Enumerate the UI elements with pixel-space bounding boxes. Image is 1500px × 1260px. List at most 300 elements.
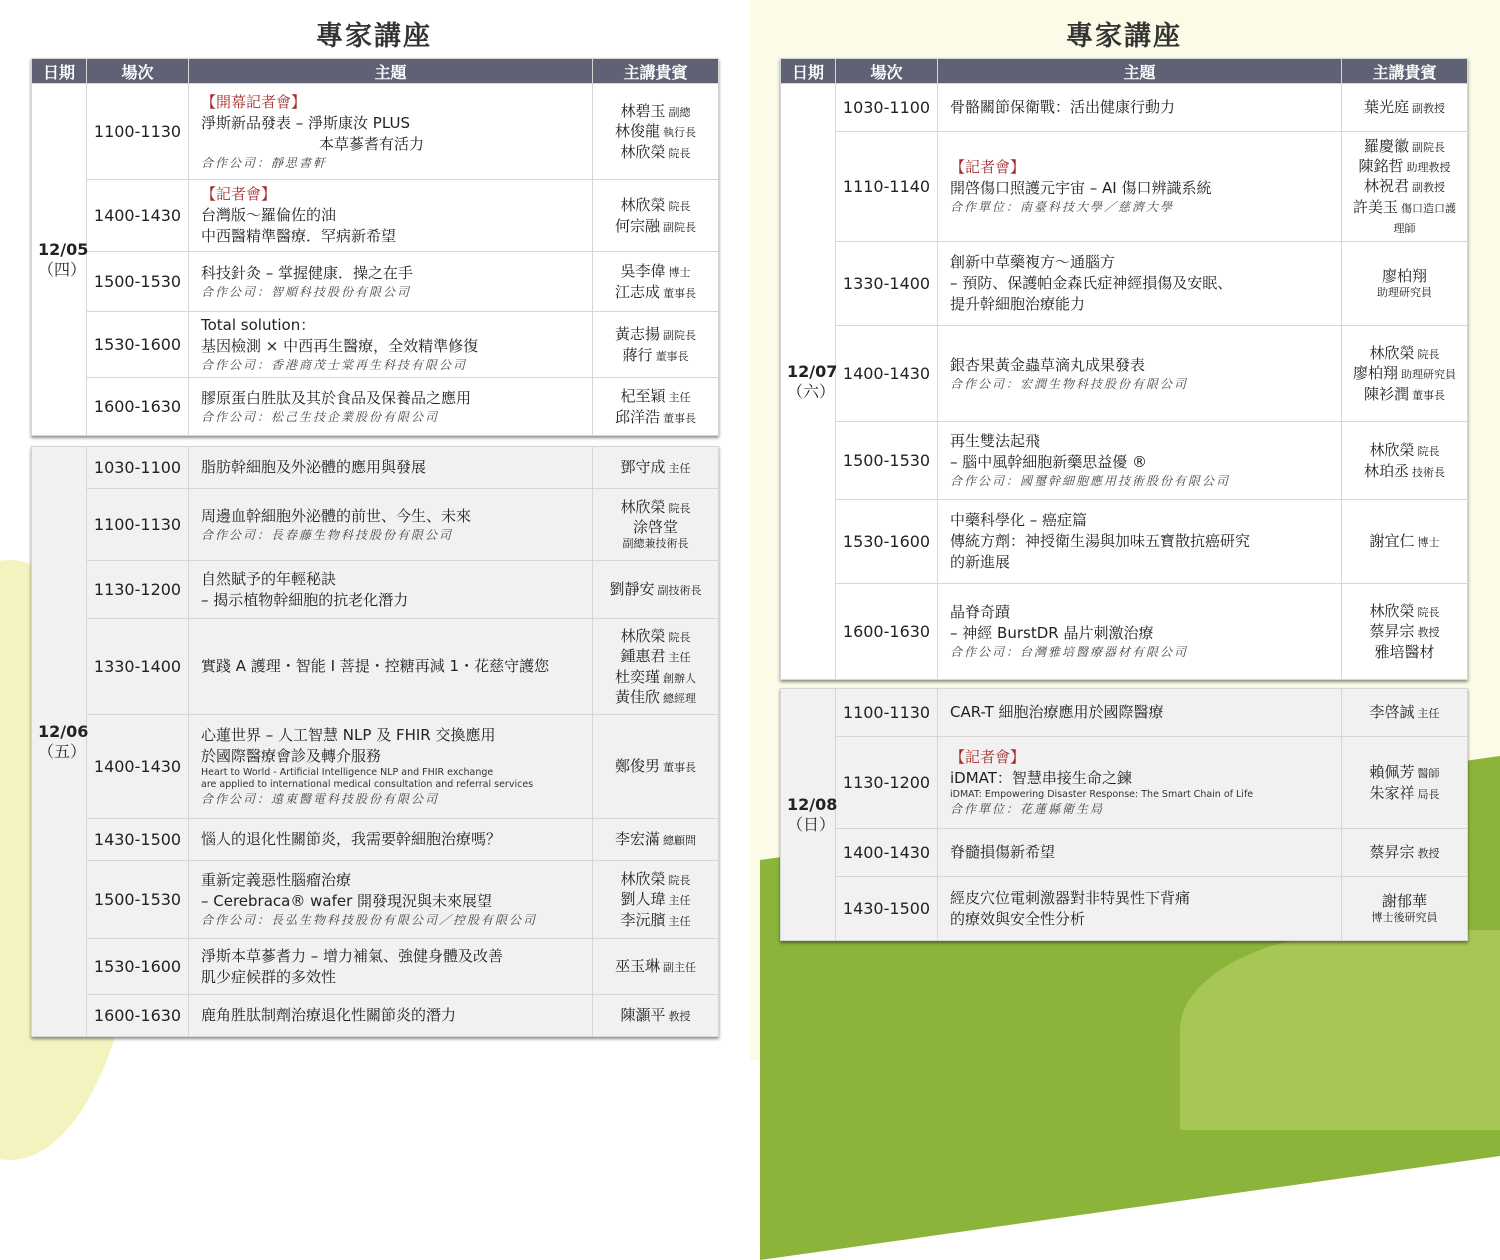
topic-line: 創新中草藥複方～通腦方 bbox=[950, 253, 1116, 271]
speaker-name: 涂啓堂 bbox=[632, 518, 678, 537]
topic-cell bbox=[189, 378, 593, 436]
speaker-role: 副教授 bbox=[1412, 102, 1445, 116]
speaker-role: 助理研究員 bbox=[1377, 286, 1432, 300]
speaker-role: 副總兼技術長 bbox=[622, 537, 689, 551]
schedule-table-1205 bbox=[31, 58, 719, 436]
partner-company: 合作單位：南臺科技大學／慈濟大學 bbox=[950, 200, 1175, 215]
topic-line: 晶脊奇蹟 bbox=[950, 603, 1011, 622]
speaker-name: 林欣榮 bbox=[1369, 602, 1415, 621]
speaker bbox=[599, 195, 712, 215]
date-cell bbox=[32, 84, 87, 436]
session-time: 1600-1630 bbox=[836, 584, 938, 680]
session-time: 1530-1600 bbox=[87, 312, 189, 378]
speaker-name: 林欣榮 bbox=[1369, 344, 1415, 363]
date-cell bbox=[781, 689, 836, 941]
speaker-cell bbox=[593, 939, 719, 995]
weekday-label: （五） bbox=[38, 741, 87, 761]
partner-company: 合作公司：台灣雅培醫療器材有限公司 bbox=[950, 645, 1189, 660]
session-row bbox=[781, 584, 1468, 680]
speaker-role: 副院長 bbox=[1412, 140, 1445, 154]
session-row bbox=[32, 84, 719, 180]
speaker-cell bbox=[1342, 84, 1468, 132]
speaker-name: 李啓誠 bbox=[1369, 703, 1415, 722]
topic-line: 於國際醫療會診及轉介服務 bbox=[201, 747, 382, 766]
topic-line: 科技針灸 – 掌握健康．操之在手 bbox=[201, 263, 414, 282]
topic-line: 中西醫精準醫療．罕病新希望 bbox=[201, 227, 397, 245]
speaker bbox=[1348, 266, 1461, 286]
speaker-name: 陳衫潤 bbox=[1363, 384, 1409, 403]
partner-company: 合作公司：松己生技企業股份有限公司 bbox=[201, 409, 440, 424]
speaker bbox=[1348, 136, 1461, 156]
speaker-name: 蔡昇宗 bbox=[1369, 843, 1415, 862]
speaker bbox=[599, 261, 712, 281]
speaker-name: 許美玉 bbox=[1352, 197, 1398, 216]
weekday-label: （六） bbox=[787, 381, 836, 401]
session-row bbox=[32, 819, 719, 861]
speaker-cell bbox=[593, 489, 719, 561]
speaker-cell bbox=[1342, 422, 1468, 500]
schedule-table-1208 bbox=[780, 688, 1468, 941]
partner-company: 合作公司：長春藤生物科技股份有限公司 bbox=[201, 527, 454, 542]
session-row bbox=[781, 737, 1468, 829]
topic-line: 脂肪幹細胞及外泌體的應用與發展 bbox=[201, 458, 427, 476]
speaker bbox=[599, 386, 712, 406]
speaker bbox=[1348, 601, 1461, 621]
speaker bbox=[1348, 156, 1461, 176]
topic-cell bbox=[938, 877, 1342, 941]
speaker bbox=[599, 956, 712, 976]
table-header-row bbox=[781, 59, 1468, 84]
speaker-name: 江志成 bbox=[614, 282, 660, 301]
speaker-cell bbox=[1342, 326, 1468, 422]
speaker-role: 博士後研究員 bbox=[1371, 911, 1438, 925]
header-speaker: 主講貴賓 bbox=[593, 59, 719, 84]
speaker-role: 院長 bbox=[668, 631, 691, 644]
speaker bbox=[599, 101, 712, 121]
speaker-name: 林珀丞 bbox=[1363, 461, 1409, 480]
schedule-table-1206 bbox=[31, 446, 719, 1037]
topic-english: iDMAT: Empowering Disaster Response: The Smart Chain of Life bbox=[950, 789, 1254, 801]
speaker bbox=[599, 282, 712, 302]
session-row bbox=[781, 242, 1468, 326]
speaker-cell bbox=[1342, 877, 1468, 941]
press-tag: 【記者會】 bbox=[201, 185, 277, 203]
topic-cell bbox=[938, 829, 1342, 877]
topic-line: 心蓮世界 – 人工智慧 NLP 及 FHIR 交換應用 bbox=[201, 726, 496, 745]
speaker bbox=[1348, 702, 1461, 722]
session-row bbox=[781, 500, 1468, 584]
speaker-role: 院長 bbox=[668, 200, 691, 214]
session-row bbox=[781, 84, 1468, 132]
topic-cell bbox=[189, 861, 593, 939]
speaker bbox=[599, 407, 712, 427]
topic-cell bbox=[189, 447, 593, 489]
speaker-role: 執行長 bbox=[663, 126, 696, 140]
topic-line: 實踐 A 護理・智能 I 菩提・控糖再減 1・花慈守護您 bbox=[201, 657, 550, 675]
topic-line: 肌少症候群的多效性 bbox=[201, 967, 337, 986]
session-row bbox=[781, 829, 1468, 877]
speaker-cell bbox=[593, 84, 719, 180]
speaker bbox=[599, 910, 712, 930]
session-time: 1130-1200 bbox=[87, 561, 189, 619]
speaker-name: 林祝君 bbox=[1363, 177, 1409, 196]
session-row bbox=[32, 378, 719, 436]
session-time: 1530-1600 bbox=[836, 500, 938, 584]
speaker bbox=[599, 756, 712, 776]
speaker-cell bbox=[593, 819, 719, 861]
topic-line: – Cerebraca® wafer 開發現況與未來展望 bbox=[201, 892, 493, 911]
topic-line: 的療效與安全性分析 bbox=[950, 909, 1086, 928]
speaker bbox=[1348, 891, 1461, 911]
topic-line: 本草蔘耆有活力 bbox=[319, 134, 425, 153]
header-session: 場次 bbox=[836, 59, 938, 84]
session-time: 1110-1140 bbox=[836, 132, 938, 242]
topic-line: 惱人的退化性關節炎，我需要幹細胞治療嗎？ bbox=[201, 830, 502, 848]
speaker-role: 董事長 bbox=[655, 349, 689, 363]
session-time: 1030-1100 bbox=[87, 447, 189, 489]
session-time: 1400-1430 bbox=[87, 180, 189, 252]
speaker-name: 林欣榮 bbox=[620, 870, 666, 889]
topic-cell bbox=[938, 242, 1342, 326]
speaker-role: 局長 bbox=[1417, 787, 1440, 801]
topic-line: – 揭示植物幹細胞的抗老化潛力 bbox=[201, 590, 409, 609]
topic-cell bbox=[189, 252, 593, 312]
speaker-name: 謝郁華 bbox=[1381, 891, 1427, 910]
session-time: 1100-1130 bbox=[836, 689, 938, 737]
speaker-role: 總顧問 bbox=[663, 834, 696, 848]
partner-company: 合作公司：長弘生物科技股份有限公司／控股有限公司 bbox=[201, 913, 538, 928]
topic-cell bbox=[189, 561, 593, 619]
date-cell bbox=[781, 84, 836, 680]
date-label: 12/05 bbox=[38, 239, 89, 259]
topic-line: – 腦中風幹細胞新藥思益優 ® bbox=[950, 453, 1148, 472]
speaker-name: 林碧玉 bbox=[620, 102, 666, 121]
session-time: 1430-1500 bbox=[87, 819, 189, 861]
topic-cell bbox=[938, 584, 1342, 680]
speaker bbox=[1348, 176, 1461, 196]
speaker bbox=[599, 324, 712, 344]
session-time: 1100-1130 bbox=[87, 84, 189, 180]
speaker-cell bbox=[593, 561, 719, 619]
session-row bbox=[781, 422, 1468, 500]
speaker-name: 鄧守成 bbox=[620, 458, 666, 477]
partner-company: 合作公司：靜思書軒 bbox=[201, 155, 328, 170]
speaker bbox=[599, 1005, 712, 1025]
speaker bbox=[599, 889, 712, 909]
speaker-role: 副教授 bbox=[1412, 181, 1445, 195]
session-time: 1130-1200 bbox=[836, 737, 938, 829]
speaker-cell bbox=[593, 619, 719, 715]
speaker-name: 廖柏翔 bbox=[1381, 266, 1427, 285]
partner-company: 合作公司：宏潤生物科技股份有限公司 bbox=[950, 376, 1189, 391]
topic-cell bbox=[938, 422, 1342, 500]
topic-line: Total solution： bbox=[201, 316, 316, 335]
speaker-name: 羅慶徽 bbox=[1363, 136, 1409, 155]
speaker bbox=[1348, 197, 1461, 238]
header-session: 場次 bbox=[87, 59, 189, 84]
speaker-name: 鍾惠君 bbox=[620, 647, 666, 666]
header-date: 日期 bbox=[32, 59, 87, 84]
session-time: 1600-1630 bbox=[87, 995, 189, 1037]
speaker-role: 主任 bbox=[668, 462, 691, 476]
speaker-role: 博士 bbox=[668, 266, 691, 280]
speaker-cell bbox=[1342, 242, 1468, 326]
topic-line: 再生雙法起飛 bbox=[950, 432, 1041, 451]
topic-line: iDMAT：智慧串接生命之鍊 bbox=[950, 769, 1132, 788]
speaker-role: 教授 bbox=[1417, 847, 1440, 861]
speaker-name: 陳銘哲 bbox=[1358, 157, 1404, 176]
speaker-role: 院長 bbox=[1417, 606, 1440, 620]
weekday-label: （四） bbox=[38, 259, 87, 279]
speaker-name: 蔣行 bbox=[622, 345, 653, 364]
session-time: 1330-1400 bbox=[836, 242, 938, 326]
speaker-role: 董事長 bbox=[1412, 388, 1445, 402]
speaker bbox=[1348, 461, 1461, 481]
speaker-name: 朱家祥 bbox=[1369, 783, 1415, 802]
speaker-role: 主任 bbox=[668, 894, 691, 908]
topic-line: 骨骼關節保衛戰：活出健康行動力 bbox=[950, 98, 1176, 116]
topic-cell bbox=[938, 84, 1342, 132]
topic-line: 開啓傷口照護元宇宙 – AI 傷口辨識系統 bbox=[950, 179, 1212, 198]
partner-company: 合作公司：香港商茂士棠再生科技有限公司 bbox=[201, 358, 468, 373]
speaker-name: 雅培醫材 bbox=[1374, 642, 1435, 661]
partner-company: 合作公司：國璽幹細胞應用技術股份有限公司 bbox=[950, 474, 1231, 489]
speaker-role: 總經理 bbox=[663, 691, 696, 705]
speaker-role: 副院長 bbox=[663, 220, 696, 234]
speaker-name: 何宗融 bbox=[614, 216, 660, 235]
weekday-label: （日） bbox=[787, 814, 836, 834]
header-speaker: 主講貴賓 bbox=[1342, 59, 1468, 84]
speaker-cell bbox=[593, 715, 719, 819]
speaker bbox=[1348, 384, 1461, 404]
topic-line: 中藥科學化 – 癌症篇 bbox=[950, 511, 1088, 529]
topic-line: 膠原蛋白胜肽及其於食品及保養品之應用 bbox=[201, 388, 472, 407]
session-time: 1430-1500 bbox=[836, 877, 938, 941]
topic-cell bbox=[189, 819, 593, 861]
speaker bbox=[1348, 440, 1461, 460]
speaker-name: 黃志揚 bbox=[614, 325, 660, 344]
speaker-cell bbox=[593, 447, 719, 489]
session-time: 1400-1430 bbox=[87, 715, 189, 819]
speaker bbox=[599, 667, 712, 687]
session-row bbox=[781, 877, 1468, 941]
partner-company: 合作公司：遠東醫電科技股份有限公司 bbox=[201, 791, 440, 806]
speaker-name: 林欣榮 bbox=[620, 196, 666, 215]
topic-line: 提升幹細胞治療能力 bbox=[950, 295, 1086, 313]
speaker bbox=[1348, 531, 1461, 551]
session-row bbox=[32, 861, 719, 939]
speaker bbox=[1348, 343, 1461, 363]
speaker bbox=[1348, 783, 1461, 803]
session-time: 1500-1530 bbox=[836, 422, 938, 500]
session-row bbox=[781, 326, 1468, 422]
speaker-name: 林欣榮 bbox=[1369, 441, 1415, 460]
topic-cell bbox=[189, 715, 593, 819]
topic-cell bbox=[189, 939, 593, 995]
table-header-row bbox=[32, 59, 719, 84]
date-label: 12/07 bbox=[787, 361, 838, 381]
speaker-name: 巫玉琳 bbox=[614, 957, 660, 976]
session-row bbox=[32, 489, 719, 561]
speaker-role: 傷口造口護理師 bbox=[1393, 201, 1456, 235]
session-row bbox=[32, 715, 719, 819]
speaker bbox=[599, 646, 712, 666]
speaker-role: 副院長 bbox=[663, 329, 696, 343]
left-page-title: 專家講座 bbox=[316, 21, 432, 52]
speaker-name: 李沅臏 bbox=[620, 910, 666, 929]
speaker-name: 杜奕瑾 bbox=[614, 667, 660, 686]
speaker-cell bbox=[593, 312, 719, 378]
session-row bbox=[32, 939, 719, 995]
speaker bbox=[599, 579, 712, 599]
speaker-cell bbox=[593, 378, 719, 436]
press-tag: 【開幕記者會】 bbox=[201, 92, 307, 111]
speaker-name: 林欣榮 bbox=[620, 627, 666, 645]
speaker bbox=[1348, 621, 1461, 641]
partner-company: 合作公司：智順科技股份有限公司 bbox=[201, 284, 412, 299]
topic-english: are applied to international medical consultation and referral services bbox=[201, 779, 534, 791]
speaker-role: 創辦人 bbox=[663, 671, 696, 685]
topic-line: 淨斯新品發表 – 淨斯康汝 PLUS bbox=[201, 113, 410, 132]
speaker-role: 教授 bbox=[668, 1010, 691, 1024]
topic-cell bbox=[189, 489, 593, 561]
speaker-cell bbox=[593, 252, 719, 312]
topic-line: 淨斯本草蔘耆力 – 增力補氣、強健身體及改善 bbox=[201, 946, 504, 965]
schedule-table-1207 bbox=[780, 58, 1468, 680]
topic-line: 重新定義惡性腦瘤治療 bbox=[201, 871, 352, 890]
speaker-cell bbox=[1342, 689, 1468, 737]
speaker-role: 助理教授 bbox=[1406, 161, 1451, 175]
speaker-role: 董事長 bbox=[663, 761, 696, 775]
speaker-role: 院長 bbox=[668, 874, 691, 888]
speaker-name: 鄭俊男 bbox=[614, 757, 660, 776]
speaker-role: 博士 bbox=[1417, 536, 1440, 550]
speaker bbox=[1348, 363, 1461, 383]
speaker-cell bbox=[593, 861, 719, 939]
speaker-name: 杞至穎 bbox=[620, 387, 666, 406]
speaker-role: 教授 bbox=[1417, 626, 1440, 640]
speaker-name: 李宏滿 bbox=[614, 830, 660, 849]
date-label: 12/06 bbox=[38, 721, 89, 741]
session-row bbox=[32, 312, 719, 378]
topic-line: – 神經 BurstDR 晶片刺激治療 bbox=[950, 624, 1154, 643]
partner-company: 合作單位：花蓮縣衛生局 bbox=[950, 802, 1105, 817]
speaker bbox=[1348, 762, 1461, 782]
session-time: 1400-1430 bbox=[836, 326, 938, 422]
session-row bbox=[32, 447, 719, 489]
topic-cell bbox=[938, 132, 1342, 242]
session-time: 1500-1530 bbox=[87, 252, 189, 312]
speaker-name: 廖柏翔 bbox=[1352, 364, 1398, 383]
speaker-role: 院長 bbox=[668, 501, 691, 515]
topic-line: 鹿角胜肽制劑治療退化性關節炎的潛力 bbox=[201, 1006, 457, 1024]
speaker-role: 助理研究員 bbox=[1401, 368, 1456, 382]
speaker bbox=[599, 497, 712, 517]
topic-cell bbox=[938, 500, 1342, 584]
speaker-cell bbox=[593, 180, 719, 252]
speaker-role: 副技術長 bbox=[657, 584, 702, 598]
speaker-role: 院長 bbox=[1417, 348, 1440, 362]
speaker-cell bbox=[1342, 132, 1468, 242]
speaker-cell bbox=[1342, 500, 1468, 584]
speaker-cell bbox=[1342, 829, 1468, 877]
date-cell bbox=[32, 447, 87, 1037]
topic-line: CAR-T 細胞治療應用於國際醫療 bbox=[950, 703, 1164, 721]
speaker bbox=[599, 216, 712, 236]
header-date: 日期 bbox=[781, 59, 836, 84]
topic-cell bbox=[189, 995, 593, 1037]
press-tag: 【記者會】 bbox=[950, 158, 1026, 177]
session-time: 1600-1630 bbox=[87, 378, 189, 436]
speaker bbox=[599, 829, 712, 849]
topic-line: 台灣版～羅倫佐的油 bbox=[201, 206, 337, 224]
speaker-name: 葉光庭 bbox=[1363, 98, 1409, 117]
header-topic: 主題 bbox=[189, 59, 593, 84]
speaker bbox=[1348, 642, 1461, 662]
session-time: 1100-1130 bbox=[87, 489, 189, 561]
topic-cell bbox=[938, 737, 1342, 829]
topic-line: 銀杏果黃金蟲草滴丸成果發表 bbox=[950, 355, 1146, 374]
speaker-role: 院長 bbox=[1417, 445, 1440, 459]
topic-line: 脊髓損傷新希望 bbox=[950, 843, 1056, 861]
speaker-role: 技術長 bbox=[1412, 465, 1445, 479]
speaker bbox=[599, 121, 712, 141]
speaker-name: 林欣榮 bbox=[620, 142, 666, 161]
session-row bbox=[781, 132, 1468, 242]
speaker bbox=[599, 687, 712, 707]
topic-cell bbox=[189, 619, 593, 715]
speaker-name: 蔡昇宗 bbox=[1369, 622, 1415, 641]
speaker-name: 劉靜安 bbox=[609, 580, 655, 599]
date-label: 12/08 bbox=[787, 794, 838, 814]
speaker-name: 陳灝平 bbox=[620, 1006, 666, 1025]
topic-cell bbox=[938, 326, 1342, 422]
speaker-name: 黃佳欣 bbox=[614, 687, 660, 706]
speaker-name: 賴佩芳 bbox=[1369, 763, 1415, 782]
speaker bbox=[599, 517, 712, 537]
topic-line: 基因檢測 × 中西再生醫療，全效精準修復 bbox=[201, 337, 479, 356]
speaker-cell bbox=[1342, 584, 1468, 680]
speaker bbox=[599, 142, 712, 162]
session-time: 1500-1530 bbox=[87, 861, 189, 939]
speaker bbox=[599, 869, 712, 889]
press-tag: 【記者會】 bbox=[950, 748, 1026, 767]
speaker-name: 謝宜仁 bbox=[1369, 532, 1415, 551]
session-row bbox=[781, 689, 1468, 737]
topic-cell bbox=[938, 689, 1342, 737]
topic-line: 周邊血幹細胞外泌體的前世、今生、未來 bbox=[201, 506, 472, 525]
session-row bbox=[32, 561, 719, 619]
speaker-name: 林俊龍 bbox=[614, 122, 660, 141]
session-time: 1330-1400 bbox=[87, 619, 189, 715]
topic-english: Heart to World - Artificial Intelligence NLP and FHIR exchange bbox=[201, 767, 494, 779]
session-time: 1530-1600 bbox=[87, 939, 189, 995]
session-row bbox=[32, 995, 719, 1037]
speaker-role: 主任 bbox=[668, 391, 691, 405]
speaker-role: 副主任 bbox=[663, 961, 696, 975]
speaker-name: 林欣榮 bbox=[620, 497, 666, 516]
speaker-cell bbox=[1342, 737, 1468, 829]
topic-cell bbox=[189, 180, 593, 252]
speaker-role: 主任 bbox=[1417, 707, 1440, 721]
speaker-role: 院長 bbox=[668, 146, 691, 160]
speaker-role: 醫師 bbox=[1417, 767, 1440, 781]
topic-line: 傳統方劑：神授衛生湯與加味五寶散抗癌研究 bbox=[950, 532, 1251, 550]
session-row bbox=[32, 252, 719, 312]
speaker-name: 邱洋浩 bbox=[614, 407, 660, 426]
speaker-name: 吳李偉 bbox=[620, 262, 666, 281]
topic-cell bbox=[189, 312, 593, 378]
